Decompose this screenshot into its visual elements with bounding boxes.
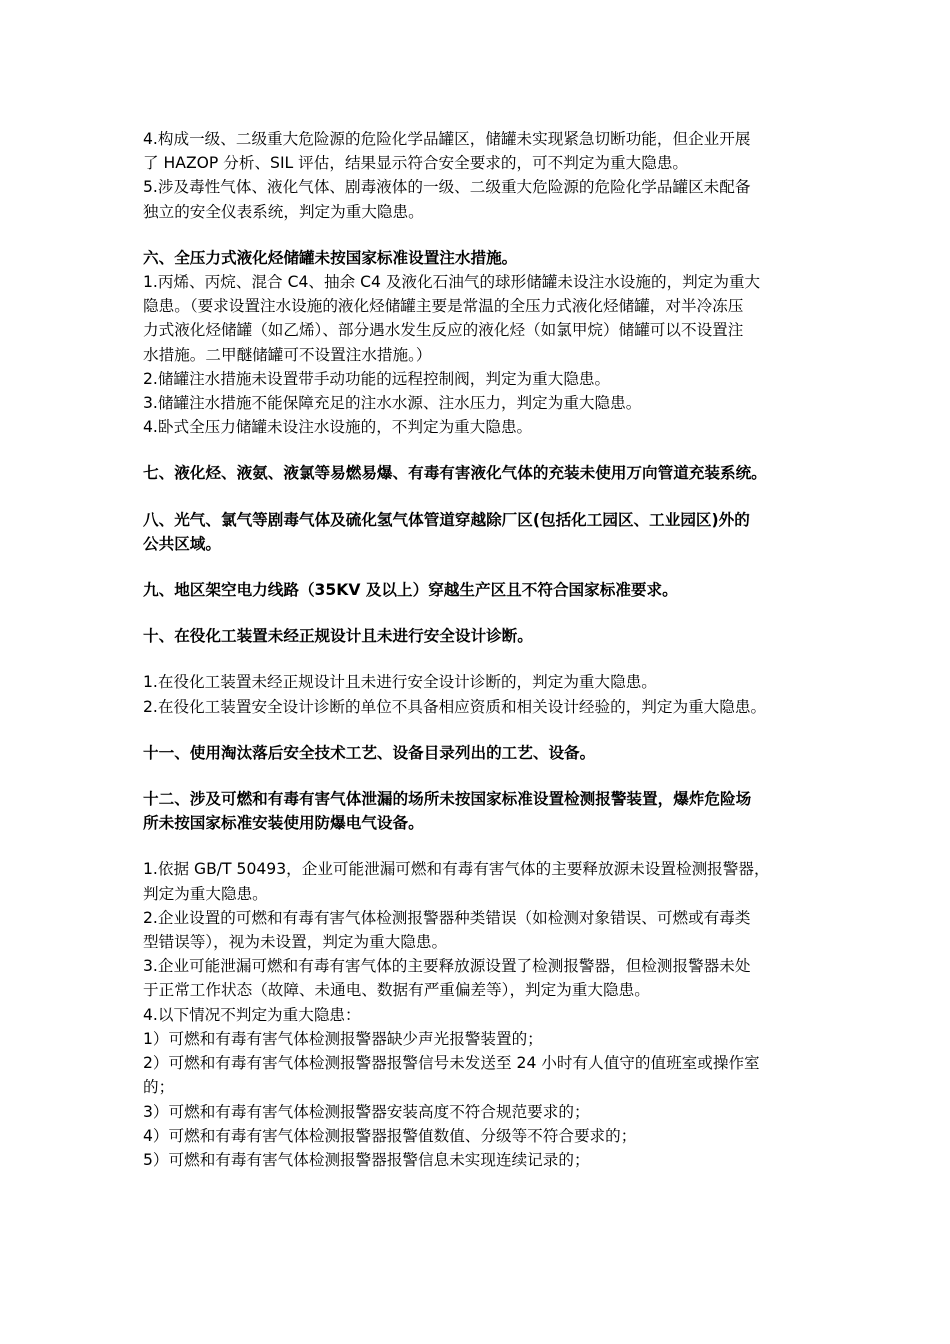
section-heading-12 — [143, 787, 811, 835]
text-line: 3）可燃和有毒有害气体检测报警器安装高度不符合规范要求的； — [143, 1102, 590, 1121]
paragraph-section-10 — [143, 670, 811, 718]
text-line: 于正常工作状态（故障、未通电、数据有严重偏差等），判定为重大隐患。 — [143, 981, 650, 1000]
text-line: 了 HAZOP 分析、SIL 评估，结果显示符合安全要求的，可不判定为重大隐患。 — [143, 154, 689, 173]
heading-line: 所未按国家标准安装使用防爆电气设备。 — [143, 814, 424, 833]
section-heading-9: 九、地区架空电力线路（35KV 及以上）穿越生产区且不符合国家标准要求。 — [143, 581, 678, 600]
document-page — [143, 127, 811, 1172]
text-line: 1）可燃和有毒有害气体检测报警器缺少声光报警装置的； — [143, 1029, 543, 1048]
text-line: 1.丙烯、丙烷、混合 C4、抽余 C4 及液化石油气的球形储罐未设注水设施的，判定为重大 — [143, 273, 761, 292]
text-line: 力式液化烃储罐（如乙烯）、部分遇水发生反应的液化烃（如氯甲烷）储罐可以不设置注 — [143, 321, 744, 340]
text-line: 判定为重大隐患。 — [143, 884, 268, 903]
paragraph-section-12 — [143, 857, 811, 1172]
text-line: 4.以下情况不判定为重大隐患： — [143, 1005, 361, 1024]
text-line: 4.构成一级、二级重大危险源的危险化学品罐区，储罐未实现紧急切断功能，但企业开展 — [143, 130, 751, 148]
text-line: 5.涉及毒性气体、液化气体、剧毒液体的一级、二级重大危险源的危险化学品罐区未配备 — [143, 178, 751, 197]
section-heading-11: 十一、使用淘汰落后安全技术工艺、设备目录列出的工艺、设备。 — [143, 743, 596, 762]
text-line: 1.依据 GB/T 50493，企业可能泄漏可燃和有毒有害气体的主要释放源未设置检测报警器， — [143, 860, 770, 879]
text-line: 5）可燃和有毒有害气体检测报警器报警信息未实现连续记录的； — [143, 1150, 590, 1169]
text-line: 4）可燃和有毒有害气体检测报警器报警值数值、分级等不符合要求的； — [143, 1126, 637, 1145]
section-heading-8 — [143, 508, 811, 556]
text-line: 隐患。（要求设置注水设施的液化烃储罐主要是常温的全压力式液化烃储罐，对半冷冻压 — [143, 297, 744, 316]
text-line: 1.在役化工装置未经正规设计且未进行安全设计诊断的，判定为重大隐患。 — [143, 673, 657, 692]
paragraph-section-6 — [143, 270, 811, 439]
section-heading-6: 六、全压力式液化烃储罐未按国家标准设置注水措施。 — [143, 248, 518, 267]
text-line: 水措施。二甲醚储罐可不设置注水措施。） — [143, 345, 432, 364]
section-heading-10: 十、在役化工装置未经正规设计且未进行安全设计诊断。 — [143, 627, 533, 646]
text-line: 的； — [143, 1078, 175, 1097]
heading-line: 十二、涉及可燃和有毒有害气体泄漏的场所未按国家标准设置检测报警装置，爆炸危险场 — [143, 790, 752, 809]
text-line: 独立的安全仪表系统，判定为重大隐患。 — [143, 202, 424, 221]
heading-line: 八、光气、氯气等剧毒气体及硫化氢气体管道穿越除厂区(包括化工园区、工业园区)外的 — [143, 510, 750, 529]
text-line: 2.在役化工装置安全设计诊断的单位不具备相应资质和相关设计经验的，判定为重大隐患。 — [143, 697, 767, 716]
text-line: 型错误等），视为未设置，判定为重大隐患。 — [143, 933, 448, 952]
heading-line: 公共区域。 — [143, 534, 221, 553]
text-line: 3.企业可能泄漏可燃和有毒有害气体的主要释放源设置了检测报警器，但检测报警器未处 — [143, 957, 751, 976]
text-line: 4.卧式全压力储罐未设注水设施的，不判定为重大隐患。 — [143, 418, 533, 437]
text-line: 3.储罐注水措施不能保障充足的注水水源、注水压力，判定为重大隐患。 — [143, 394, 642, 413]
paragraph-items-4-5 — [143, 127, 811, 224]
text-line: 2）可燃和有毒有害气体检测报警器报警信号未发送至 24 小时有人值守的值班室或操作室 — [143, 1054, 760, 1073]
section-heading-7: 七、液化烃、液氨、液氯等易燃易爆、有毒有害液化气体的充装未使用万向管道充装系统。 — [143, 464, 767, 483]
text-line: 2.企业设置的可燃和有毒有害气体检测报警器种类错误（如检测对象错误、可燃或有毒类 — [143, 908, 751, 927]
text-line: 2.储罐注水措施未设置带手动功能的远程控制阀，判定为重大隐患。 — [143, 369, 611, 388]
